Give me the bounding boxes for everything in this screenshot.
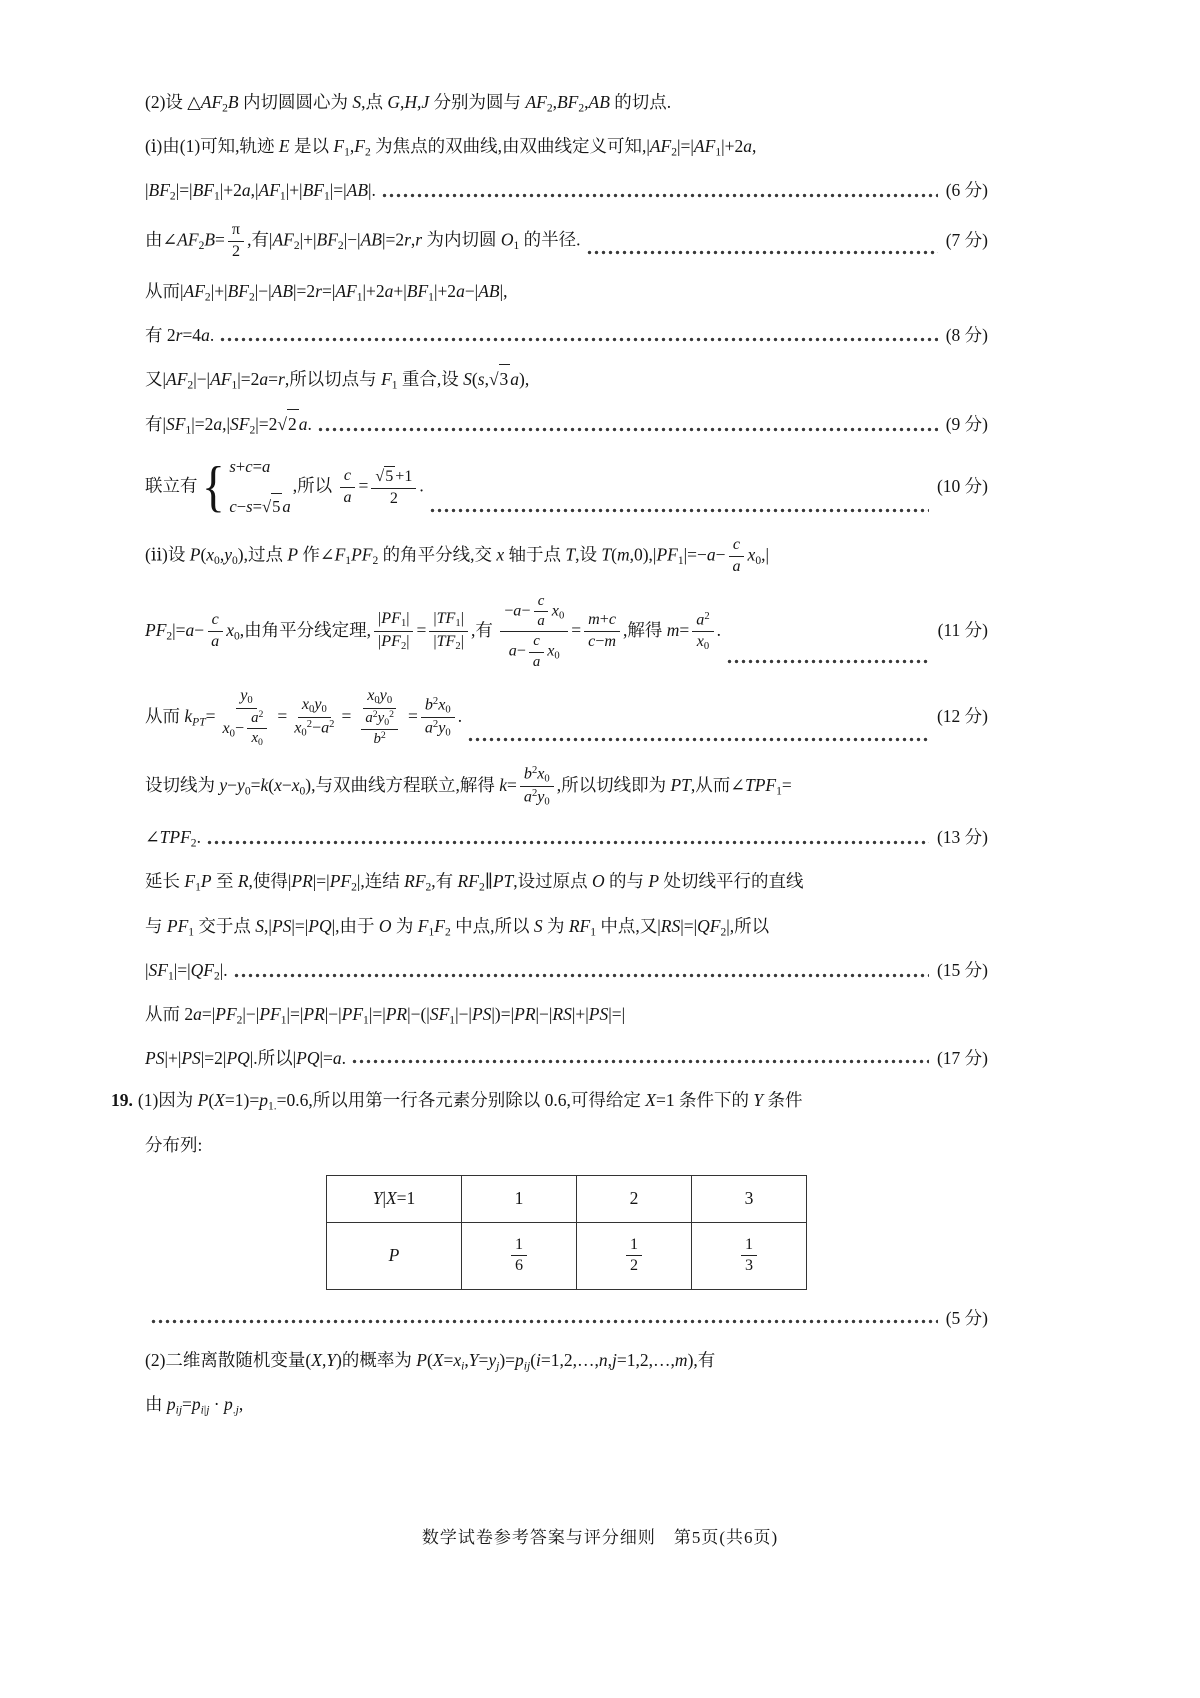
line-text: $|BF_2|=|BF_1|+2a,|AF_1|+|BF_1|=|AB|$. — [145, 180, 376, 203]
dotted-leader — [468, 737, 929, 742]
table-col-header-3: 3 — [692, 1175, 807, 1222]
line-text: 由 $p_{ij}=p_{i|j} \cdot p_{.j}$, — [145, 1394, 244, 1417]
score-label: (17 分) — [936, 1048, 988, 1069]
text-line-24 — [145, 1390, 988, 1420]
text-line-16 — [145, 912, 988, 942]
table-col-header-1: 1 — [462, 1175, 577, 1222]
text-line-20 — [111, 1086, 988, 1116]
text-line-10 — [145, 535, 988, 578]
line-text: 有$|SF_1|=2a,|SF_2|=2√$ 2 a. — [145, 409, 312, 440]
text-line-15 — [145, 867, 988, 897]
line-text: (ⅱ)设 $P(x_0,y_0)$,过点 P 作$\angle F_1PF_2$ 的角平分线,交 x 轴于点 T,设 $T(m,0),|PF_1|=-a-$ $\frac{c}{a}$ $x_0,|$ — [145, 535, 769, 575]
dotted-leader — [151, 1319, 938, 1324]
line-text: $|SF_1|=|QF_2|$. — [145, 959, 228, 983]
score-label: (15 分) — [936, 959, 988, 980]
line-text: 有 2r=4a. — [145, 325, 215, 346]
table-corner-cell: Y|X=1 — [327, 1175, 462, 1222]
line-text: PS|+|PS|=2|PQ|.所以|PQ|=a. — [145, 1048, 346, 1069]
page-footer: 数学试卷参考答案与评分细则 第5页(共6页) — [421, 1528, 779, 1547]
line-text: (2)设 $\triangle AF_2B$ 内切圆圆心为 S,点 G,H,J 分别为圆与 $AF_2,BF_2,AB$ 的切点. — [145, 92, 672, 115]
text-line-8 — [145, 409, 988, 440]
text-line-3 — [145, 176, 988, 206]
dotted-leader — [234, 973, 929, 978]
score-label: (8 分) — [945, 325, 988, 346]
score-label: (13 分) — [936, 827, 988, 848]
fraction: $\frac{1}{3}$ — [741, 1235, 757, 1278]
line-text: 又$|AF_2|-|AF_1|=2a=r$,所以切点与 $F_1$ 重合,设 S(s,√ 3 a), — [145, 364, 529, 395]
line-text: (ⅰ)由(1)可知,轨迹 E 是以 $F_1,F_2$ 为焦点的双曲线,由双曲线定义可知$,|AF_2|=|AF_1|+2a$, — [145, 136, 757, 159]
score-label: (5 分) — [945, 1307, 988, 1328]
line-text: 与 $PF_1$ 交于点 S,|PS|=|PQ|,由于 O 为 $F_1F_2$ 中点,所以 S 为 $RF_1$ 中点,又$|RS|=|QF_2|$,所以 — [145, 915, 770, 939]
text-line-11 — [145, 592, 988, 672]
line-text: 从而 $k_{PT}=$ $y_0$ $x_0-$ $\frac{a^2}{x_0}$ = $\frac{x_0y_0}{x_0^2-a^2}$ = $\frac{x_0y_0}{\frac{a^2y_0^2}{b^2}}$ = $\frac{b^2x_0}{a^2y_0}$ . — [145, 686, 463, 748]
table-prob-cell-2 — [577, 1222, 692, 1289]
fraction: $\frac{1}{2}$ — [626, 1235, 642, 1278]
score-label: (11 分) — [937, 619, 988, 640]
dotted-leader — [318, 427, 938, 432]
text-line-7 — [145, 364, 988, 395]
table-col-header-2: 2 — [577, 1175, 692, 1222]
text-line-12 — [145, 686, 988, 750]
line-text: 设切线为 $y-y_0=k(x-x_0)$,与双曲线方程联立,解得 k= $\frac{b^2x_0}{a^2y_0}$ ,所以切线即为 PT,从而$\angle TPF_1=$ — [145, 764, 792, 808]
line-text: $PF_2|=a-$ $\frac{c}{a}$ $x_0$,由角平分线定理, $\frac{|PF_1|}{|PF_2|}$ = $\frac{|TF_1|}{|TF_2|}$ ,有 −a− $\frac{c}{a}$ $x_0$ a− $\frac{c}{a}$ $x_0$ = $\frac{m+c}{c-m}$ ,解得 m= $\frac{a^2}{x_0}$ . — [145, 592, 721, 670]
text-line-14 — [145, 823, 988, 853]
text-line-2 — [145, 132, 988, 162]
line-text: (1)因为 $P(X=1)=p_{1.}=0.6$,所以用第一行各元素分别除以 0.6,可得给定 X=1 条件下的 Y 条件 — [137, 1090, 803, 1113]
table-row-label: P — [327, 1222, 462, 1289]
question-number: 19. — [111, 1090, 133, 1111]
dotted-leader — [587, 250, 938, 255]
text-line-9 — [145, 454, 988, 521]
dotted-leader — [220, 337, 938, 342]
score-label: (6 分) — [945, 180, 988, 201]
text-line-17 — [145, 956, 988, 986]
text-line-22 — [145, 1304, 988, 1332]
table-probability-row — [327, 1222, 807, 1289]
text-line-23 — [145, 1346, 988, 1376]
dotted-leader — [382, 193, 938, 198]
text-line-13 — [145, 764, 988, 810]
table-prob-cell-1 — [462, 1222, 577, 1289]
fraction: $\frac{1}{6}$ — [511, 1235, 527, 1278]
dotted-leader — [430, 508, 929, 513]
text-line-21 — [145, 1131, 988, 1159]
score-label: (9 分) — [945, 413, 988, 434]
text-line-1 — [145, 88, 988, 118]
dotted-leader — [207, 840, 929, 845]
conditional-distribution-table — [326, 1175, 807, 1290]
table-header-row — [327, 1175, 807, 1222]
line-text: 从而 $2a=|PF_2|-|PF_1|=|PR|-|PF_1|=|PR|-(|SF_1|-|PS|)=|PR|-|RS|+|PS|=|$ — [145, 1003, 626, 1027]
line-text: 由$\angle AF_2B=$ $\frac{\pi}{2}$ ,有$|AF_2|+|BF_2|-|AB|=2r,r$ 为内切圆 $O_1$ 的半径. — [145, 221, 581, 261]
score-label: (10 分) — [936, 475, 988, 496]
table-prob-cell-3 — [692, 1222, 807, 1289]
dotted-leader — [727, 659, 930, 664]
text-line-5 — [145, 277, 988, 307]
line-text: 分布列: — [145, 1134, 203, 1155]
text-line-6 — [145, 321, 988, 349]
text-line-4 — [145, 220, 988, 263]
line-text: 联立有 { s+c=a c−s=√ 5 a ,所以 $\frac{c}{a}$ = √ 5 +1 2 . — [145, 454, 424, 521]
line-text: $\angle TPF_2$. — [145, 827, 201, 850]
dotted-leader — [352, 1059, 929, 1064]
score-label: (12 分) — [936, 705, 988, 726]
line-text: 延长 $F_1P$ 至 R,使得$|PR|=|PF_2|$,连结 $RF_2$,有 $RF_2\parallel PT$,设过原点 O 的与 P 处切线平行的直线 — [145, 871, 804, 894]
line-text: 从而$|AF_2|+|BF_2|-|AB|=2r=|AF_1|+2a+|BF_1|+2a-|AB|$, — [145, 281, 508, 304]
score-label: (7 分) — [945, 229, 988, 250]
text-line-19 — [145, 1044, 988, 1072]
line-text: (2)二维离散随机变量(X,Y)的概率为 $P(X=x_i,Y=y_j)=p_{ij}(i=1,2,\dots,n,j=1,2,\dots,m)$,有 — [145, 1350, 716, 1373]
text-line-18 — [145, 1000, 988, 1030]
